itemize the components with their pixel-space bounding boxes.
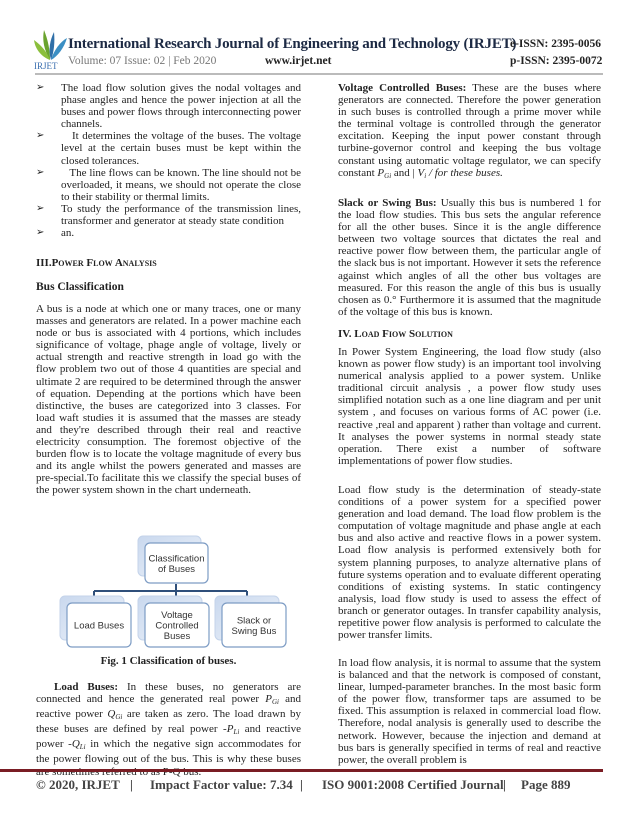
diagram-label: Swing Bus	[231, 625, 277, 637]
journal-title: International Research Journal of Engineering and Technology (IRJET)	[68, 36, 517, 52]
section-heading-load-flow-solution: IV. Load Fiow Solution	[338, 328, 453, 340]
section-heading-power-flow-analysis: III.Power Flow Analysis	[36, 257, 157, 269]
figure-caption: Fig. 1 Classification of buses.	[100, 655, 237, 667]
load-flow-paragraph-2: Load flow study is the determination of steady-state conditions of a power system for a specified power generation and load demand. The load flow problem is the computation of voltage magnitude and phase angle at each bus and also active and reactive flows in a power system. Load flow analysis is performed extensively both for system planning purposes, to analyze alternative plans of future systems operation and to evaluate different operating conditions of existing systems. In static contingency analysis, load flow study is used to assess the effect of branch or generator outages. In transfer capability analysis, repetitive power flow analysis is performed to calculate the power transfer limits.	[338, 484, 601, 642]
footer-impact-factor: Impact Factor value: 7.34	[150, 777, 293, 792]
diagram-node-slack-bus	[215, 596, 286, 647]
diagram-label: Voltage	[161, 610, 193, 621]
math-symbol: $P_{Gi}$	[377, 166, 392, 180]
math-symbol: / for these buses.	[426, 166, 503, 179]
arrow-bullet-icon: ➢	[36, 227, 45, 239]
bus-paragraph: A bus is a node at which one or many traces, one or many masses and generators are related. In a power machine each node or bus is associated with 4 portions, which includes significance of voltage, phage angle of voltage, lively or actual strength and reactive strength in load go with the flow problem two out of those 4 quantities are special and ultimate 2 are required to be determined through the answer of equation. Depending at the portions which have been distinctive, the buses are categorized into 3 classes. For load waft studies it is assumed that the masses are steady and they're described through their real and reactive electricity consumption. The foremost objective of the burden flow is to locate the voltage magnitude of every bus and its angle whilst the powers generated and masses are pre-special.To facilitate this we classify the special buses of the power system shown in the chart underneath.	[36, 303, 301, 497]
run-in-heading: Slack or Swing Bus:	[338, 197, 437, 209]
footer-separator: |	[130, 777, 133, 792]
run-in-heading: Voltage Controlled Buses:	[338, 82, 467, 94]
arrow-bullet-icon: ➢	[36, 202, 45, 214]
footer-divider	[0, 769, 603, 772]
run-in-heading: Load Buses:	[54, 681, 118, 693]
diagram-label: Load Buses	[73, 620, 125, 632]
diagram-label: Slack or	[236, 615, 272, 627]
footer-separator: |	[300, 777, 303, 792]
diagram-node-voltage-controlled	[138, 596, 209, 647]
footer-separator: |	[503, 777, 506, 792]
math-symbol: $P_{Li}$	[226, 723, 240, 737]
list-item: ➢ It determines the voltage of the buses. The voltage level at the certain buses must be kept within the closed tolerances.	[36, 130, 301, 167]
load-flow-paragraph-3: In load flow analysis, it is normal to assume that the system is balanced and that the network is composed of constant, linear, lumped-parameter branches. In the most basic form of the power flow, transformer taps are assumed to be fixed. This assumption is relaxed in commercial load flow. Therefore, nodal analysis is generally used to describe the network. However, because the injection and demand at bus bars is generally specified in terms of real and reactive power, the overall problem is	[338, 657, 601, 766]
load-flow-paragraph-1: In Power System Engineering, the load flow study (also known as power flow study) is an important tool involving numerical analysis applied to a power system. Unlike traditional circuit analysis , a power flow study uses simplified notation such as a one line diagram and per unit system , and focuses on various forms of AC power (i.e. reactive ,real and apparent ) rather than voltage and current. It analyses the power systems in normal steady state operation. There exist a number of software implementations of power flow studies.	[338, 346, 601, 467]
list-item: ➢ The line flows can be known. The line should not be overloaded, it means, we should not operate the close to their stability or thermal limits.	[36, 166, 301, 203]
irjet-logo-icon	[34, 28, 68, 70]
diagram-node-root	[138, 536, 208, 583]
math-symbol: $Q_{Gi}$	[107, 708, 123, 722]
svg-text:IRJET: IRJET	[34, 61, 58, 70]
diagram-node-load-buses	[60, 596, 131, 647]
list-item: ➢ an.	[36, 227, 75, 240]
objectives-list	[36, 82, 301, 239]
slack-bus-paragraph: Slack or Swing Bus: Usually this bus is numbered 1 for the load flow studies. This bus sets the angular reference for all the other buses. Since it is the angle difference between two voltage sources that dictates the real and reactive power flow between them, the particular angle of the slack bus is not important. However it sets the reference against which angles of all the other bus voltages are measured. For this reason the angle of this bus is usually chosen as 0.° Furthermore it is assumed that the magnitude of the voltage of this bus is known.	[338, 197, 602, 318]
website-link[interactable]: www.irjet.net	[265, 55, 332, 67]
math-symbol: $V_i$	[417, 166, 427, 180]
header-divider	[35, 73, 603, 75]
list-item: ➢ To study the performance of the transmission lines, transformer and generator at steady state condition	[36, 202, 301, 228]
subheading-bus-classification: Bus Classification	[36, 281, 124, 293]
math-symbol: $P_{Gi}$	[265, 693, 279, 707]
arrow-bullet-icon: ➢	[36, 166, 45, 178]
load-buses-paragraph: Load Buses: In these buses, no generators are connected and hence the generated real power $P_{Gi}$ and reactive power $Q_{Gi}$ are taken as zero. The load drawn by these buses are defined by real power $-P_{Li}$ and reactive power $-Q_{Li}$ in which the negative sign accommodates for the power flowing out of the bus. This is why these buses	[36, 681, 302, 766]
list-item: ➢ The load flow solution gives the nodal voltages and phase angles and hence the power injection at all the buses and power flows through interconnecting power channels.	[36, 82, 301, 131]
arrow-bullet-icon: ➢	[36, 130, 45, 142]
footer-iso: ISO 9001:2008 Certified Journal	[322, 777, 504, 792]
arrow-bullet-icon: ➢	[36, 82, 45, 93]
e-issn: e-ISSN: 2395-0056	[510, 38, 602, 50]
volume-issue: Volume: 07 Issue: 02 | Feb 2020	[68, 55, 217, 67]
diagram-label: Controlled	[155, 620, 199, 632]
diagram-label: of Buses	[158, 563, 195, 575]
footer-copyright: © 2020, IRJET	[36, 777, 120, 792]
bus-classification-diagram	[36, 530, 301, 652]
voltage-controlled-paragraph: Voltage Controlled Buses: These are the buses where generators are connected. Therefore the power generation in such buses is controlled through a prime mover while the terminal voltage is controlled through the generator excitation. Keeping the input power constant through turbine-governor control and keeping the bus voltage constant using automatic voltage regulator, we can specify constant $P_{Gi}$ and | $V_i$ / for these buses.	[338, 82, 601, 180]
math-symbol: $Q_{Li}$	[71, 738, 86, 752]
footer-page-number: Page 889	[521, 777, 571, 792]
diagram-label: Classification	[148, 553, 205, 565]
diagram-label: Buses	[163, 631, 191, 642]
p-issn: p-ISSN: 2395-0072	[510, 55, 603, 67]
